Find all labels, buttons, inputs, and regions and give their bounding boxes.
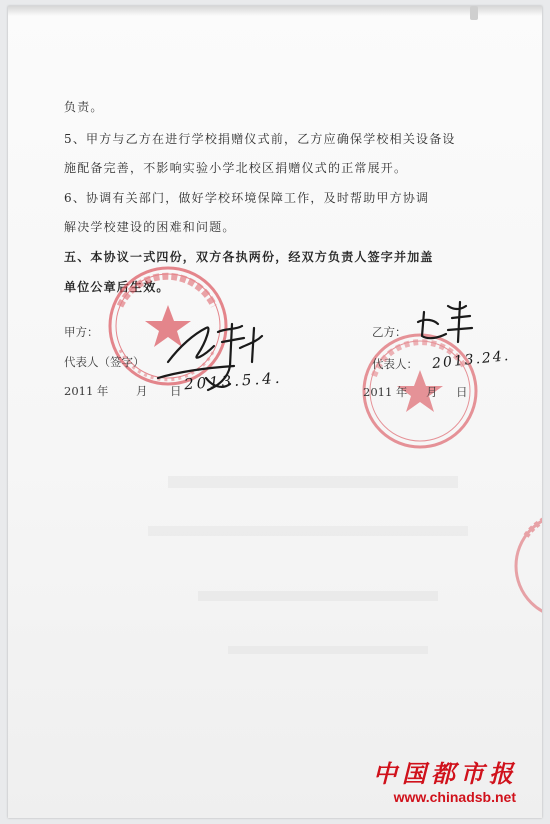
party-a-label: 甲方：: [64, 325, 99, 339]
party-b-date-day: 日: [456, 385, 468, 399]
site-url: www.chinadsb.net: [393, 789, 516, 805]
text-line-3: 施配备完善，不影响实验小学北校区捐赠仪式的正常展开。: [64, 161, 408, 175]
text-line-7: 单位公章后生效。: [64, 280, 170, 294]
site-logo: 中国都市报: [373, 759, 518, 788]
document-page: [8, 6, 542, 818]
party-a-representative-label: 代表人（签字）: [64, 355, 145, 369]
party-b-handwritten-date: 2013.24.: [431, 347, 511, 373]
party-a-date-day: 日: [170, 384, 182, 398]
party-b-date-year: 2011 年: [363, 385, 408, 399]
party-b-signature: [8, 6, 542, 818]
text-line-4: 6、协调有关部门，做好学校环境保障工作，及时帮助甲方协调: [64, 191, 430, 205]
party-a-date-year: 2011 年: [64, 384, 109, 398]
party-a-date-month: 月: [136, 384, 148, 398]
text-line-1: 负责。: [64, 100, 104, 114]
text-line-5: 解决学校建设的困难和问题。: [64, 220, 236, 234]
text-line-6: 五、本协议一式四份，双方各执两份，经双方负责人签字并加盖: [64, 250, 434, 264]
text-line-2: 5、甲方与乙方在进行学校捐赠仪式前，乙方应确保学校相关设备设: [64, 132, 456, 146]
party-b-representative-label: 代表人：: [372, 357, 418, 371]
party-a-handwritten-date: 2013.5.4.: [183, 368, 284, 394]
party-b-label: 乙方：: [372, 325, 407, 339]
party-b-date-month: 月: [426, 385, 438, 399]
